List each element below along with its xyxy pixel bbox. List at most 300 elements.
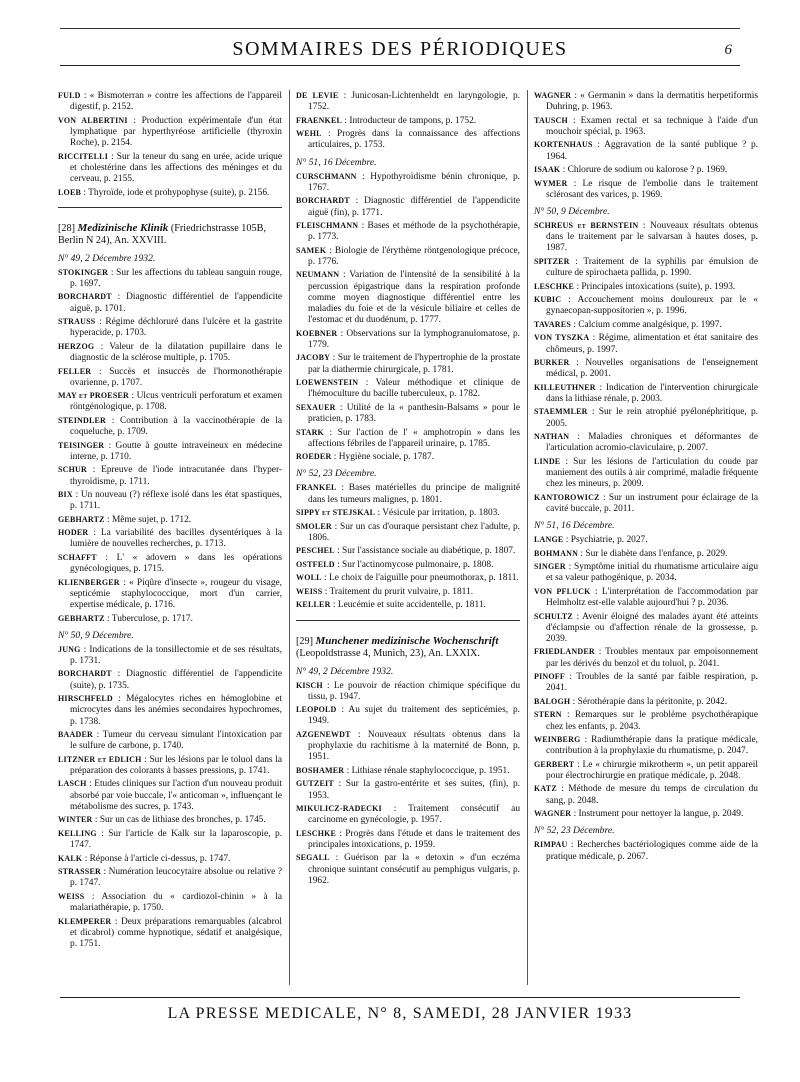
entry-text: : Variation de l'intensité de la sensibilité à la percussion épigastrique dans la respiration profonde comme moyen diagnostique différentiel entre les maladies du foie et de la vésicule biliaire et celles de l'estomac et du duodénum, p. 1777. [308,270,520,326]
article-entry [58,90,282,113]
entry-author: RICCITELLI [58,151,109,161]
entry-author: HIRSCHFELD [58,694,113,704]
entry-author: STOKINGER [58,267,109,277]
entry-author: KISCH [296,680,323,690]
entry-author: SCHULTZ [534,611,573,621]
entry-text: : Progrès dans la connaissance des affections articulaires, p. 1753. [308,129,520,151]
entry-text: : Sur l'article de Kalk sur la laparoscopie, p. 1747. [70,828,282,851]
entry-text: : Valeur de la dilatation pupillaire dans le diagnostic de la sclérose multiple, p. 1705. [70,341,282,364]
column-1 [58,90,282,985]
article-entry [296,269,520,326]
article-entry [58,552,282,575]
entry-author: KELLING [58,828,97,838]
article-entry [296,451,520,463]
entry-author: WAGNER [534,809,572,819]
entry-author: STERN [534,710,562,720]
entry-author: FRANKEL [296,483,337,493]
entry-text: : Chlorure de sodium ou kalorose ? p. 1969. [562,165,728,176]
entry-text: : « Bismoterran » contre les affections de l'appareil digestif, p. 2152. [70,91,282,113]
entry-author: BAADER [58,730,93,740]
entry-text: : Maladies chroniques et déformantes de l'articulation acromio-claviculaire, p. 2007. [546,432,758,454]
entry-text: : Principales intoxications (suite), p. 1993. [576,281,736,292]
entry-text: : Introducteur de tampons, p. 1752. [344,115,477,126]
entry-author: WEHL [296,129,322,139]
entry-author: TAUSCH [534,115,568,125]
entry-text: : Ulcus ventriculi perforatum et examen röntgénologique, p. 1708. [70,391,282,413]
entry-text: : Association du « cardiozol-chinin » à la malariathérapie, p. 1750. [70,891,282,913]
entry-text: : Sur la teneur du sang en urée, acide urique et cholestérine dans les affections des méninges et du cerveau, p. 2155. [70,151,282,185]
entry-text: : Leucémie et suite accidentelle, p. 1811. [332,600,486,611]
entry-text: : Sur le diabète dans l'enfance, p. 2029. [580,548,728,559]
entry-text: : Production expérimentale d'un état lymphatique par hyperthyréose artificielle (thyroxin Roche), p. 2154. [70,115,282,149]
entry-text: : Psychiatrie, p. 2027. [565,535,648,546]
article-entry [58,644,282,667]
page-title: SOMMAIRES DES PÉRIODIQUES [232,38,568,60]
entry-author: SMOLER [296,521,332,531]
entry-text: : Sur l'action de l' « amphotropin » dans les affections fébriles de l'appareil urinaire, p. 1785. [308,427,520,449]
entry-author: KILLEUTHNER [534,382,596,392]
entry-list [534,220,758,515]
footer-text: LA PRESSE MEDICALE, N° 8, SAMEDI, 28 JANVIER 1933 [167,1005,633,1022]
entry-author: SIPPY et STEJSKAL [296,508,376,518]
entry-text: : Réponse à l'article ci-dessus, p. 1747. [84,853,231,864]
entry-text: : Le pouvoir de réaction chimique spécifique du tissu, p. 1947. [308,680,520,702]
entry-text: : Utilité de la « panthesin-Balsams » pour le praticien, p. 1783. [308,402,520,425]
article-entry [534,561,758,584]
entry-text: : Succès et insuccès de l'hormonothérapie ovarienne, p. 1707. [70,366,282,388]
article-entry [534,611,758,646]
article-entry [58,668,282,691]
entry-text: : Lithiase rénale staphylococcique, p. 1951. [346,765,510,776]
entry-text: : « Germanin » dans la dermatitis herpetiformis Duhring, p. 1963. [546,91,758,113]
article-entry [58,693,282,728]
entry-text: : Indication de l'intervention chirurgicale dans la lithiase rénale, p. 2003. [546,382,758,404]
entry-author: MAY et PROESER [58,391,129,401]
entry-author: TEISINGER [58,440,105,450]
section-rule [296,620,520,621]
entry-author: SCHAFFT [58,552,97,562]
entry-author: KLEMPERER [58,916,112,926]
entry-author: WEISS [58,891,85,901]
article-entry [534,90,758,113]
entry-list [296,90,520,152]
entry-author: NEUMANN [296,270,340,280]
entry-author: JUNG [58,644,81,654]
journal-heading: [29] Munchener medizinische Wochenschrift (Leopoldstrasse 4, Munich, 23), An. LXXIX. [296,634,499,659]
entry-list [534,839,758,862]
column-divider [527,90,528,985]
entry-author: VON TYSZKA [534,333,590,343]
article-entry [296,729,520,764]
entry-author: KORTENHAUS [534,140,593,150]
article-entry [58,341,282,364]
article-entry [296,245,520,268]
entry-text: : Junicosan-Lichtenheldt en laryngologie, p. 1752. [308,91,520,113]
entry-text: : Troubles mentaux par empoisonnement par les dérivés du benzol et du toluol, p. 2041. [546,647,758,669]
article-entry [534,406,758,429]
entry-author: WEISS [296,586,323,596]
article-entry [534,357,758,380]
entry-author: ISAAK [534,165,561,175]
entry-author: STAEMMLER [534,407,588,417]
entry-text: : Tuberculose, p. 1717. [107,613,193,624]
entry-author: LOEB [58,187,82,197]
entry-list [296,482,520,611]
article-entry [296,128,520,151]
entry-text: : Remarques sur le problème psychothérapique chez les enfants, p. 2043. [546,710,758,732]
article-entry [296,220,520,243]
article-entry [58,464,282,487]
entry-list [58,644,282,950]
entry-text: : Aggravation de la santé publique ? p. 1964. [546,140,758,162]
article-entry [58,415,282,438]
article-entry [296,115,520,127]
entry-text: : Sur la gastro-entérite et ses suites, (fin), p. 1953. [308,779,520,801]
entry-author: NATHAN [534,432,570,442]
entry-author: KLIENBERGER [58,577,120,587]
article-entry [58,828,282,851]
entry-author: AZGENEWDT [296,729,351,739]
entry-author: BURKER [534,358,570,368]
issue-date: N° 51, 16 Décembre. [534,520,615,532]
entry-text: : Examen rectal et sa technique à l'aide d'un mouchoir spécial, p. 1963. [546,115,758,137]
entry-author: MIKULICZ-RADECKI [296,804,382,814]
entry-author: KANTOROWICZ [534,492,600,502]
entry-text: : Deux préparations remarquables (alcabrol et dicabrol) comme hypnotique, sédatif et analgésique, p. 1751. [70,916,282,949]
article-entry [296,572,520,584]
entry-text: : Bases matérielles du principe de malignité dans les tumeurs malignes, p. 1801. [308,483,520,505]
article-entry [534,164,758,176]
entry-text: : Mégalocytes riches en hémoglobine et microcytes dans les anémies secondaires hypochromes, p. 1738. [70,694,282,727]
entry-author: WINTER [58,815,93,825]
article-entry [534,534,758,546]
article-entry [58,891,282,914]
entry-author: STRASSER [58,867,101,877]
article-entry [534,839,758,862]
entry-author: BOHMANN [534,548,579,558]
article-columns [58,90,758,985]
entry-text: : Même sujet, p. 1712. [107,514,192,525]
entry-text: : Sur un cas de lithiase des bronches, p. 1745. [94,815,266,826]
article-entry [534,808,758,820]
entry-author: PESCHEL [296,546,335,556]
entry-author: KELLER [296,600,331,610]
entry-text: : Sur le traitement de l'hypertrophie de la prostate par la diathermie chirurgicale, p. 1781. [308,353,520,375]
article-entry [58,527,282,550]
entry-text: : Régime déchloruré dans l'ulcère et la gastrite hyperacide, p. 1703. [70,317,282,339]
entry-author: LASCH [58,779,87,789]
entry-author: LANGE [534,535,564,545]
entry-text: : Hygiène sociale, p. 1787. [333,452,435,463]
entry-author: STARK [296,427,324,437]
entry-text: : Numération leucocytaire absolue ou relative ? p. 1747. [70,867,282,889]
article-entry [534,586,758,609]
entry-text: : Accouchement moins douloureux par le « gynaecopan-suppositorien », p. 1996. [546,295,758,317]
entry-text: : Au sujet du traitement des septicémies, p. 1949. [308,705,520,727]
entry-text: : La variabilité des bacilles dysentériques à la lumière de nouvelles recherches, p. 1713. [70,528,282,550]
entry-author: FULD [58,91,81,100]
entry-author: BORCHARDT [58,669,112,679]
article-entry [296,427,520,450]
article-entry [58,440,282,463]
header-top-rule [60,28,740,29]
entry-text: : Le « chirurgie mikrotherm », un petit appareil pour électrochirurgie en pratique médicale, p. 2048. [546,759,758,781]
article-entry [296,482,520,505]
footer-rule [60,997,740,998]
article-entry [534,294,758,317]
entry-author: SCHUR [58,465,88,475]
entry-list [296,171,520,464]
entry-text: : Observations sur la lymphogranulomatose, p. 1779. [308,328,520,350]
entry-text: : Le risque de l'embolie dans le traitement sclérosant des varices, p. 1969. [546,178,758,200]
entry-text: : Biologie de l'érythème röntgenologique précoce, p. 1776. [308,245,520,267]
article-entry [58,291,282,314]
column-divider [289,90,290,985]
entry-author: HERZOG [58,341,95,351]
article-entry [58,514,282,526]
entry-author: BORCHARDT [58,292,112,302]
section-rule [58,207,282,208]
article-entry [534,759,758,782]
entry-text: : Instrument pour nettoyer la langue, p. 2049. [573,809,744,820]
entry-author: SINGER [534,562,566,572]
entry-author: LEOPOLD [296,705,337,715]
entry-author: KOEBNER [296,328,338,338]
entry-text: : Sur l'assistance sociale au diabétique, p. 1807. [337,546,516,557]
issue-date: N° 49, 2 Décembre 1932. [296,665,394,677]
entry-text: : Nouveaux résultats obtenus dans la prophylaxie du rachitisme à la maternité de Bonn, p. 1951. [308,729,520,763]
article-entry [296,328,520,351]
article-entry [534,783,758,806]
entry-author: KATZ [534,784,557,794]
entry-text: : Sur l'actinomycose pulmonaire, p. 1808. [337,559,494,570]
entry-author: KALK [58,853,83,863]
entry-author: BALOGH [534,696,571,706]
article-entry [534,281,758,293]
article-entry [534,456,758,491]
entry-author: FELLER [58,366,92,376]
article-entry [296,852,520,887]
page-number: 6 [724,42,732,58]
article-entry [58,853,282,865]
entry-list [58,267,282,625]
article-entry [296,559,520,571]
entry-text: : Symptôme initial du rhumatisme articulaire aigu et sa valeur pathogénique, p. 2034. [546,562,758,584]
article-entry [534,382,758,405]
entry-text: : Avenir éloigné des malades ayant été atteints d'éclampsie ou d'affection rénale de la grossesse, p. 2039. [546,611,758,644]
article-entry [58,366,282,389]
article-entry [58,729,282,752]
entry-text: : Le choix de l'aiguille pour pneumothorax, p. 1811. [324,573,519,584]
entry-author: GEBHARTZ [58,613,105,623]
entry-text: : Sur le rein atrophié pyélonéphritique, p. 2005. [546,407,758,429]
page-header [60,20,740,64]
article-entry [296,171,520,194]
entry-author: FRIEDLANDER [534,647,595,657]
entry-text: : Progrès dans l'étude et dans le traitement des principales intoxications, p. 1959. [308,828,520,850]
entry-text: : Radiumthérapie dans la pratique médicale, contribution à la prophylaxie du rhumatisme, p. 2047. [546,735,758,757]
article-entry [296,352,520,375]
article-entry [534,646,758,669]
article-entry [296,765,520,777]
entry-author: SEGALL [296,853,330,863]
entry-text: : Sur les lésions par le toluol dans la préparation des colorants à basses pressions, p. 1741. [70,754,282,776]
entry-text: : Sérothérapie dans la péritonite, p. 2042. [572,696,728,707]
issue-date: N° 50, 9 Décembre. [58,629,134,641]
article-entry [534,332,758,355]
entry-author: LINDE [534,456,561,466]
entry-text: : Méthode de mesure du temps de circulation du sang, p. 2048. [546,784,758,806]
entry-author: LOEWENSTEIN [296,378,359,388]
entry-text: : Nouvelles organisations de l'enseignement médical, p. 2001. [546,358,758,380]
entry-text: : Vésicule par irritation, p. 1803. [377,508,500,519]
article-entry [296,586,520,598]
entry-author: JACOBY [296,353,331,363]
article-entry [58,613,282,625]
entry-author: BOSHAMER [296,765,345,775]
entry-author: LESCHKE [296,828,337,838]
article-entry [534,709,758,732]
article-entry [58,577,282,612]
entry-text: : Traitement consécutif au carcinome en gynécologie, p. 1957. [308,804,520,826]
entry-author: WYMER [534,178,568,188]
entry-author: LESCHKE [534,281,575,291]
entry-list [534,90,758,201]
issue-date: N° 52, 23 Décembre. [296,468,377,480]
entry-text: : Hypothyroïdisme bénin chronique, p. 1767. [308,171,520,193]
entry-author: GERBERT [534,759,575,769]
entry-author: STEINDLER [58,415,107,425]
article-entry [296,90,520,113]
header-bottom-rule [60,65,740,66]
article-entry [58,390,282,413]
entry-text: : Sur un instrument pour éclairage de la cavité buccale, p. 2011. [546,492,758,514]
entry-author: TAVARES [534,319,571,329]
article-entry [58,866,282,889]
article-entry [534,220,758,255]
entry-author: ROEDER [296,452,332,462]
entry-author: PINOFF [534,672,565,682]
article-entry [534,256,758,279]
article-entry [534,319,758,331]
entry-text: : Diagnostic différentiel de l'appendicite (suite), p. 1735. [70,669,282,691]
entry-text: : Un nouveau (?) réflexe isolé dans les état spastiques, p. 1711. [70,490,282,512]
entry-author: HODER [58,528,89,538]
entry-text: : Diagnostic différentiel de l'appendicite aiguë (fin), p. 1771. [308,196,520,218]
page-footer [60,997,740,1057]
entry-author: BORCHARDT [296,196,350,206]
entry-text: : L'interprétation de l'accommodation par Helmholtz est-elle valable aujourd'hui ? p. 2036. [546,586,758,609]
article-entry [58,267,282,290]
article-entry [534,139,758,162]
entry-text: : Nouveaux résultats obtenus dans le traitement par le salvarsan à hautes doses, p. 1987. [546,221,758,254]
article-entry [296,377,520,400]
article-entry [58,489,282,512]
article-entry [296,778,520,801]
entry-text: : Traitement de la syphilis par émulsion de culture de spirochaeta pallida, p. 1990. [546,256,758,279]
entry-author: SAMEK [296,245,327,255]
entry-author: BIX [58,490,73,500]
entry-list [534,534,758,820]
article-entry [58,187,282,199]
entry-text: : « Piqûre d'insecte », rougeur du visage, septicémie staphylococcique, mort d'un carrier, expertise médicale, p. 1716. [70,577,282,611]
entry-author: OSTFELD [296,559,335,569]
journal-heading: [28] Medizinische Klinik (Friedrichstrasse 105B, Berlin N 24), An. XXVIII. [58,221,266,246]
entry-text: : Guérison par la « detoxin » d'un eczéma chronique suintant consécutif au pemphigus vulgaris, p. 1962. [308,853,520,886]
entry-text: : L' « adovern » dans les opérations gynécologiques, p. 1715. [70,552,282,575]
article-entry [58,316,282,339]
article-entry [534,548,758,560]
article-entry [534,115,758,138]
article-entry [296,599,520,611]
issue-date: N° 50, 9 Décembre. [534,206,610,218]
entry-author: SCHREUS et BERNSTEIN [534,221,639,231]
article-entry [58,916,282,951]
article-entry [58,151,282,186]
entry-text: : Indications de la tonsillectomie et de ses résultats, p. 1731. [70,644,282,666]
entry-text: : Recherches bactériologiques comme aide de la pratique médicale, p. 2067. [546,840,758,862]
entry-author: VON ALBERTINI [58,115,128,125]
article-entry [296,402,520,425]
article-entry [534,696,758,708]
entry-author: KUBIC [534,295,562,305]
article-entry [296,704,520,727]
article-entry [58,778,282,813]
entry-author: RIMPAU [534,840,568,850]
article-entry [534,671,758,694]
entry-text: : Traitement du prurit vulvaire, p. 1811. [324,586,474,597]
entry-text: : Diagnostic différentiel de l'appendicite aiguë, p. 1701. [70,292,282,314]
entry-list [58,90,282,199]
article-entry [296,828,520,851]
entry-text: : Tumeur du cerveau simulant l'intoxication par le sulfure de carbone, p. 1740. [70,730,282,752]
entry-text: : Régime, alimentation et état sanitaire des chômeurs, p. 1997. [546,333,758,355]
article-entry [296,195,520,218]
entry-text: : Valeur méthodique et clinique de l'hémoculture du bacille tuberculeux, p. 1782. [308,378,520,400]
entry-text: : Sur les lésions de l'articulation du coude par maniement des outils à air comprimé, maladie fréquente chez les mineurs, p. 2009. [546,456,758,490]
entry-author: VON PFLUCK [534,586,591,596]
article-entry [58,754,282,777]
entry-text: : Sur les affections du tableau sanguin rouge, p. 1697. [70,267,282,289]
article-entry [296,545,520,557]
entry-author: LITZNER et EDLICH [58,754,142,764]
entry-text: : Etudes cliniques sur l'action d'un nouveau produit absorbé par voie buccale, l'« anticoman », influençant le métabolisme des sucres, p. 1743. [70,779,282,812]
entry-text: : Bases et méthode de la psychothérapie, p. 1773. [308,221,520,243]
entry-author: SPITZER [534,256,570,266]
entry-author: FLEISCHMANN [296,221,359,231]
article-entry [296,803,520,826]
entry-text: : Sur un cas d'ouraque persistant chez l'adulte, p. 1806. [308,521,520,543]
entry-text: : Contribution à la vaccinothérapie de la coqueluche, p. 1709. [70,415,282,438]
article-entry [534,492,758,515]
entry-author: CURSCHMANN [296,171,357,181]
entry-author: FRAENKEL [296,115,343,125]
entry-text: : Calcium comme analgésique, p. 1997. [573,319,722,330]
entry-text: : Troubles de la santé par faible respiration, p. 2041. [546,672,758,694]
entry-author: STRAUSS [58,317,96,327]
entry-author: GEBHARTZ [58,514,105,524]
article-entry [296,521,520,544]
entry-list [296,680,520,888]
issue-date: N° 49, 2 Décembre 1932. [58,252,156,264]
entry-text: : Thyroïde, iode et prohypophyse (suite), p. 2156. [83,187,270,198]
article-entry [534,178,758,201]
entry-author: WEINBERG [534,735,581,745]
issue-date: N° 52, 23 Décembre. [534,825,615,837]
article-entry [534,734,758,757]
entry-text: : Epreuve de l'iode intracutanée dans l'hyper-thyroïdisme, p. 1711. [70,465,282,487]
entry-author: GUTZEIT [296,779,334,789]
